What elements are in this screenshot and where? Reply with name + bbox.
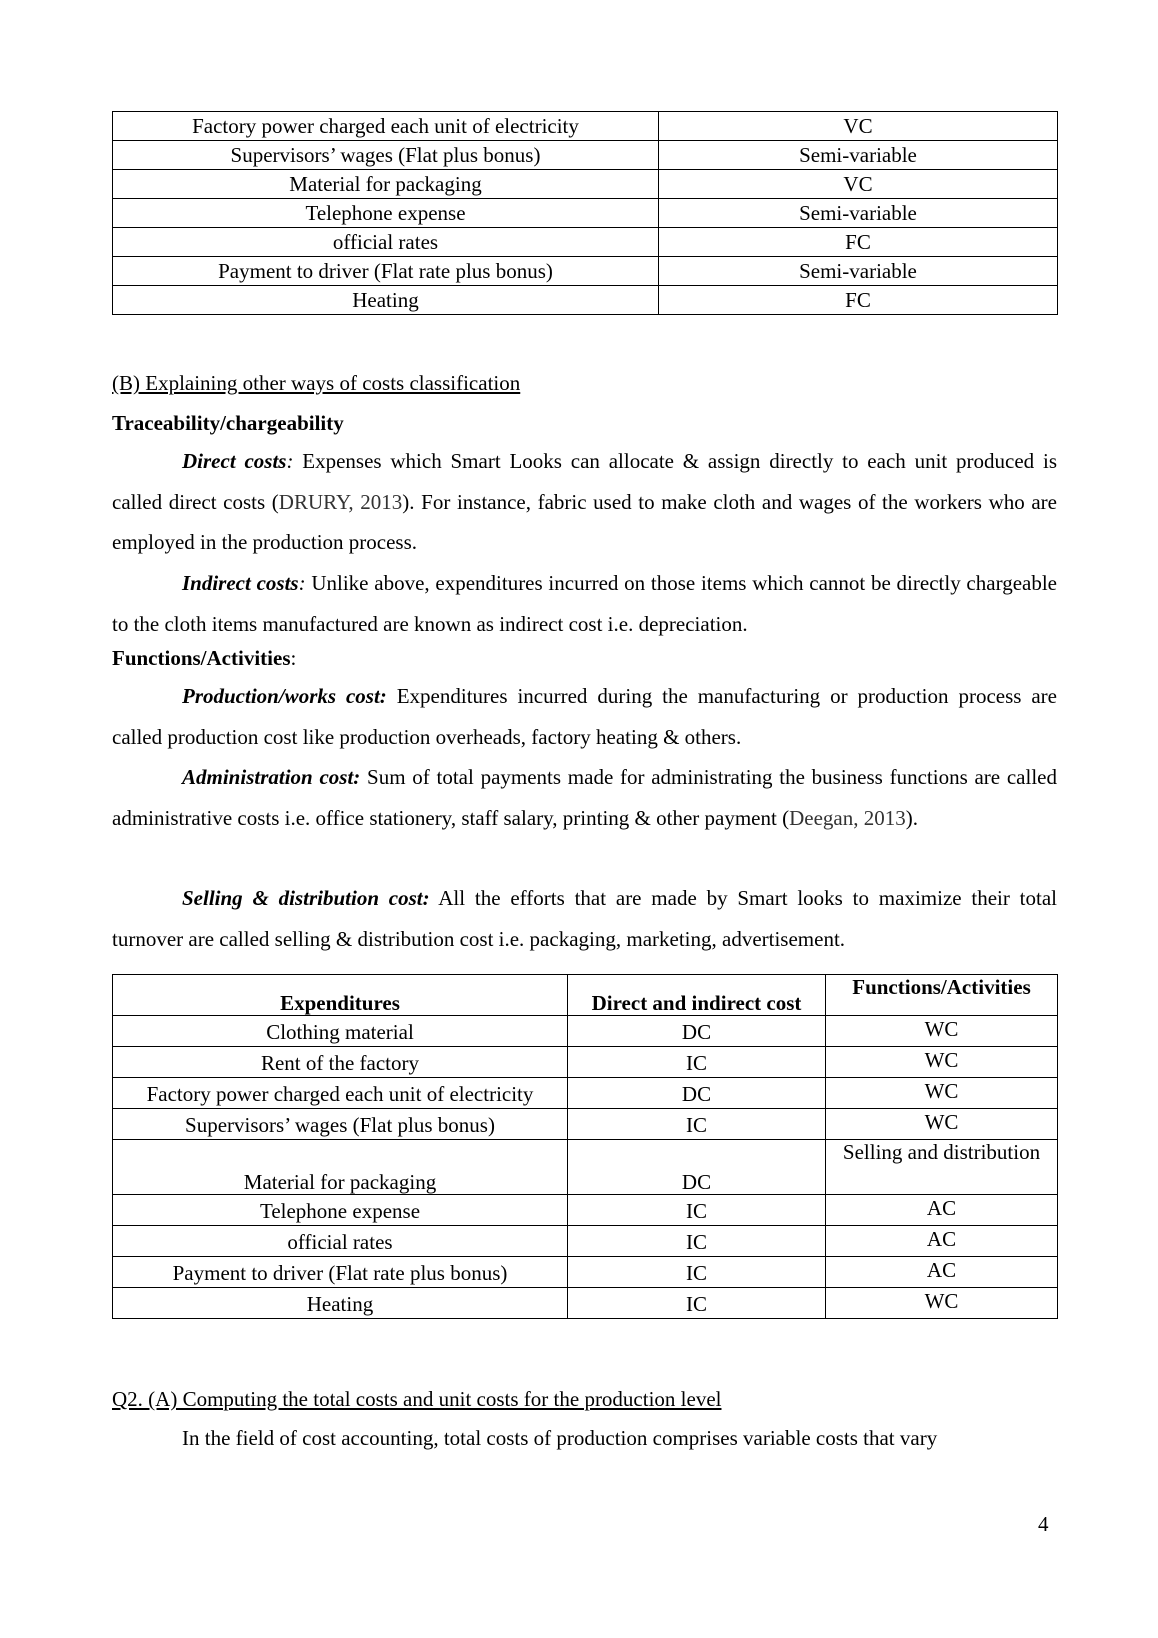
table-cell: WC (826, 1047, 1058, 1078)
table-cell: WC (826, 1109, 1058, 1140)
table-cell: IC (568, 1195, 826, 1226)
table-cell: WC (826, 1078, 1058, 1109)
citation: DRURY, 2013 (278, 489, 403, 514)
direct-costs-paragraph: Direct costs: Expenses which Smart Looks can allocate & assign directly to each unit produced is called direct costs (DRURY, 2013). For instance, fabric used to make cloth and wages of the workers who are employed in the production process. (112, 449, 1057, 554)
table-cell: official rates (113, 1226, 568, 1257)
table-cell: Supervisors’ wages (Flat plus bonus) (113, 141, 659, 170)
table-cell: WC (826, 1288, 1058, 1319)
table-row (113, 170, 1058, 199)
section-b-heading: (B) Explaining other ways of costs classification (112, 371, 521, 395)
table-cell: FC (659, 286, 1058, 315)
table-cell: Telephone expense (113, 199, 659, 228)
cost-classification-table (112, 974, 1058, 1319)
table-row (113, 1047, 1058, 1078)
traceability-heading: Traceability/chargeability (112, 411, 344, 435)
table-cell: VC (659, 112, 1058, 141)
functions-heading: Functions/Activities: (112, 646, 297, 670)
table-cell: Material for packaging (113, 1140, 568, 1195)
table-header-row (113, 975, 1058, 1016)
indirect-costs-paragraph: Indirect costs: Unlike above, expenditures incurred on those items which cannot be directly chargeable to the cloth items manufactured are known as indirect cost i.e. depreciation. (112, 571, 1057, 636)
selling-cost-paragraph: Selling & distribution cost: All the efforts that are made by Smart looks to maximize their total turnover are called selling & distribution cost i.e. packaging, marketing, advertisement. (112, 886, 1057, 951)
citation: Deegan, 2013 (789, 805, 906, 830)
table-row (113, 286, 1058, 315)
administration-cost-term: Administration cost: (182, 765, 361, 789)
table-row (113, 1140, 1058, 1195)
table-row (113, 199, 1058, 228)
table-row (113, 228, 1058, 257)
table-cell: Semi-variable (659, 199, 1058, 228)
table-cell: DC (568, 1016, 826, 1047)
table-cell: IC (568, 1257, 826, 1288)
table-cell: Material for packaging (113, 170, 659, 199)
table-row (113, 1109, 1058, 1140)
table-cell: Factory power charged each unit of electricity (113, 1078, 568, 1109)
table-cell: IC (568, 1047, 826, 1078)
table-cell: Supervisors’ wages (Flat plus bonus) (113, 1109, 568, 1140)
q2-paragraph: In the field of cost accounting, total costs of production comprises variable costs that vary (182, 1426, 938, 1450)
table-cell: Factory power charged each unit of electricity (113, 112, 659, 141)
production-cost-paragraph: Production/works cost: Expenditures incurred during the manufacturing or production process are called production cost like production overheads, factory heating & others. (112, 684, 1057, 749)
table-cell: Clothing material (113, 1016, 568, 1047)
table-cell: Rent of the factory (113, 1047, 568, 1078)
table-row (113, 1257, 1058, 1288)
production-cost-term: Production/works cost: (182, 684, 387, 708)
table-cell: Telephone expense (113, 1195, 568, 1226)
page-number: 4 (1038, 1512, 1049, 1536)
table-cell: Payment to driver (Flat rate plus bonus) (113, 1257, 568, 1288)
table-cell: Selling and distribution (826, 1140, 1058, 1195)
table-row (113, 1195, 1058, 1226)
table-cell: official rates (113, 228, 659, 257)
table-cell: IC (568, 1226, 826, 1257)
table-row (113, 257, 1058, 286)
table-cell: Heating (113, 286, 659, 315)
table-cell: AC (826, 1195, 1058, 1226)
column-header: Functions/Activities (826, 975, 1058, 1016)
table-row (113, 1226, 1058, 1257)
table-cell: Heating (113, 1288, 568, 1319)
table-row (113, 112, 1058, 141)
selling-cost-term: Selling & distribution cost: (182, 886, 430, 910)
table-cell: VC (659, 170, 1058, 199)
table-cell: AC (826, 1257, 1058, 1288)
table-cell: IC (568, 1109, 826, 1140)
q2-heading: Q2. (A) Computing the total costs and unit costs for the production level (112, 1387, 722, 1411)
table-cell: DC (568, 1078, 826, 1109)
column-header: Expenditures (113, 975, 568, 1016)
table-cell: Payment to driver (Flat rate plus bonus) (113, 257, 659, 286)
table-cell: WC (826, 1016, 1058, 1047)
table-cell: IC (568, 1288, 826, 1319)
table-cell: Semi-variable (659, 141, 1058, 170)
indirect-costs-term: Indirect costs (182, 571, 299, 595)
table-row (113, 1016, 1058, 1047)
table-row (113, 1078, 1058, 1109)
column-header: Direct and indirect cost (568, 975, 826, 1016)
table-cell: AC (826, 1226, 1058, 1257)
table-cell: DC (568, 1140, 826, 1195)
direct-costs-term: Direct costs (182, 449, 287, 473)
table-row (113, 141, 1058, 170)
table-cell: FC (659, 228, 1058, 257)
cost-behaviour-table (112, 111, 1058, 315)
table-cell: Semi-variable (659, 257, 1058, 286)
administration-cost-paragraph: Administration cost: Sum of total payments made for administrating the business functions are called administrative costs i.e. office stationery, staff salary, printing & other payment (Deegan, 2013). (112, 765, 1057, 830)
table-row (113, 1288, 1058, 1319)
